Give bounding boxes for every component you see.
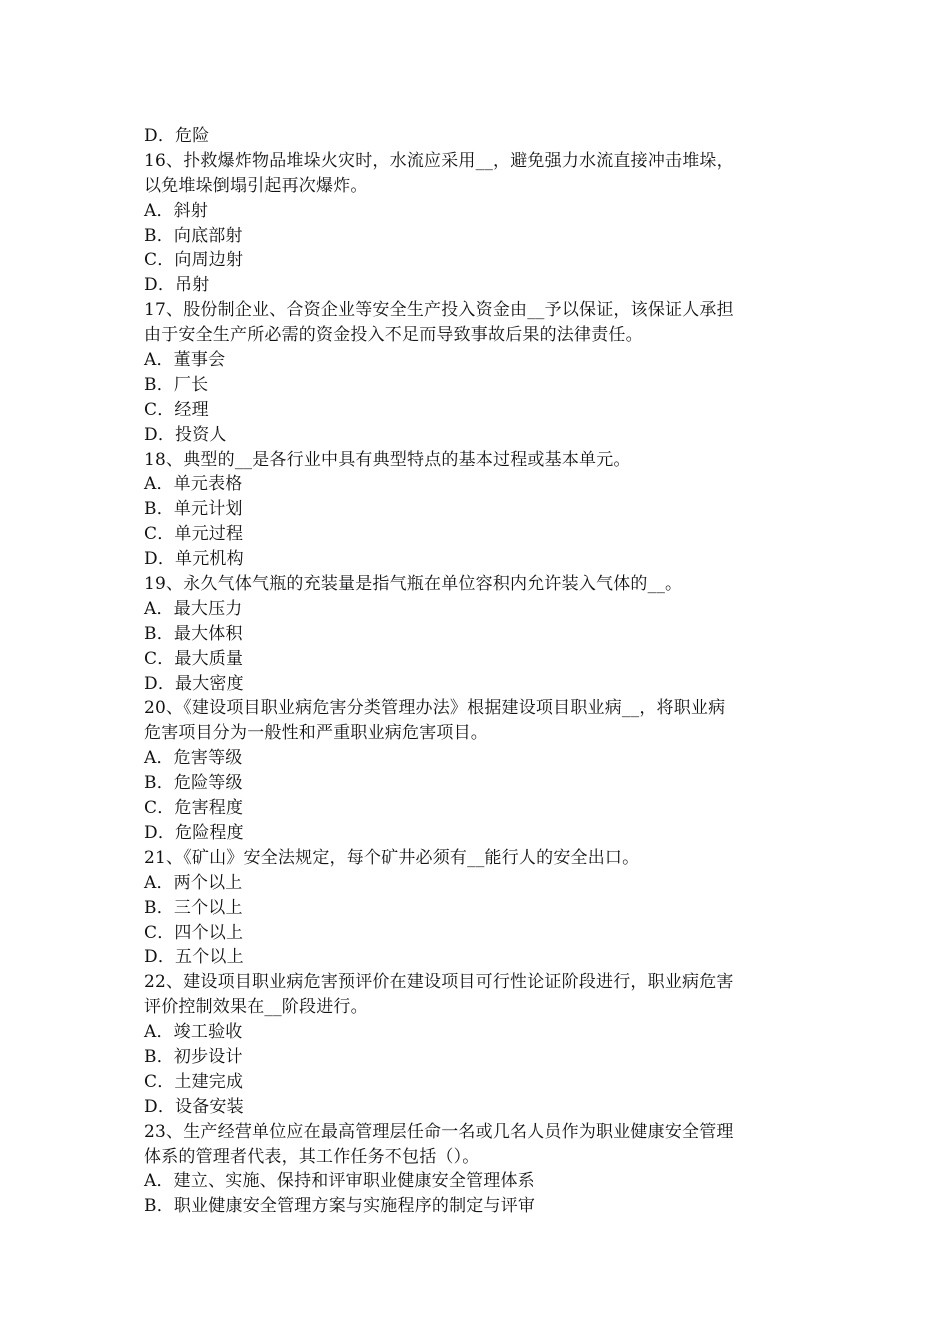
option-line: B．向底部射: [144, 225, 243, 246]
option-line: B．最大体积: [144, 623, 243, 644]
option-line: A．竣工验收: [144, 1022, 243, 1043]
option-line: C．四个以上: [144, 922, 244, 943]
option-line: B．厂长: [144, 374, 209, 395]
option-line: A．两个以上: [144, 872, 243, 893]
question-16-line-1: 16、扑救爆炸物品堆垛火灾时，水流应采用__，避免强力水流直接冲击堆垛，: [144, 150, 734, 171]
option-line: C．最大质量: [144, 648, 244, 669]
option-line: D．设备安装: [144, 1096, 244, 1117]
option-line: A．危害等级: [144, 748, 243, 769]
text-line: D．危险: [144, 126, 210, 146]
option-line: C．经理: [144, 399, 209, 420]
question-20-line-1: 20、《建设项目职业病危害分类管理办法》根据建设项目职业病__，将职业病: [144, 698, 726, 719]
option-line: C．向周边射: [144, 250, 244, 271]
document-body: [144, 124, 808, 1219]
option-line: C．土建完成: [144, 1071, 244, 1092]
question-20-line-2: 危害项目分为一般性和严重职业病危害项目。: [144, 723, 488, 744]
option-line: A．董事会: [144, 350, 226, 371]
question-22-line-1: 22、建设项目职业病危害预评价在建设项目可行性论证阶段进行，职业病危害: [144, 972, 734, 993]
option-line: C．单元过程: [144, 524, 244, 545]
option-line: B．三个以上: [144, 897, 243, 918]
option-line: A．建立、实施、保持和评审职业健康安全管理体系: [144, 1171, 535, 1192]
question-19-line-1: 19、永久气体气瓶的充装量是指气瓶在单位容积内允许装入气体的__。: [144, 574, 683, 595]
option-line: D．吊射: [144, 275, 210, 296]
option-line: D．五个以上: [144, 947, 244, 968]
option-line: D．危险程度: [144, 822, 244, 843]
question-16-line-2: 以免堆垛倒塌引起再次爆炸。: [144, 175, 368, 196]
option-line: A．单元表格: [144, 474, 243, 495]
question-18-line-1: 18、典型的__是各行业中具有典型特点的基本过程或基本单元。: [144, 449, 631, 470]
option-line: B．危险等级: [144, 773, 243, 794]
question-17-line-2: 由于安全生产所必需的资金投入不足而导致事故后果的法律责任。: [144, 325, 643, 346]
option-line: C．危害程度: [144, 798, 244, 819]
question-21-line-1: 21、《矿山》安全法规定，每个矿井必须有__能行人的安全出口。: [144, 847, 640, 868]
option-line: B．单元计划: [144, 499, 243, 520]
option-line: A．斜射: [144, 200, 209, 221]
question-22-line-2: 评价控制效果在__阶段进行。: [144, 997, 368, 1018]
option-line: D．单元机构: [144, 549, 244, 570]
option-line: B．初步设计: [144, 1046, 243, 1067]
option-line: A．最大压力: [144, 598, 243, 619]
option-line: B．职业健康安全管理方案与实施程序的制定与评审: [144, 1196, 536, 1217]
option-line: D．最大密度: [144, 673, 244, 694]
question-23-line-1: 23、生产经营单位应在最高管理层任命一名或几名人员作为职业健康安全管理: [144, 1121, 734, 1142]
question-23-line-2: 体系的管理者代表，其工作任务不包括（）。: [144, 1146, 480, 1167]
question-17-line-1: 17、股份制企业、合资企业等安全生产投入资金由__予以保证，该保证人承担: [144, 300, 734, 321]
option-line: D．投资人: [144, 424, 227, 445]
